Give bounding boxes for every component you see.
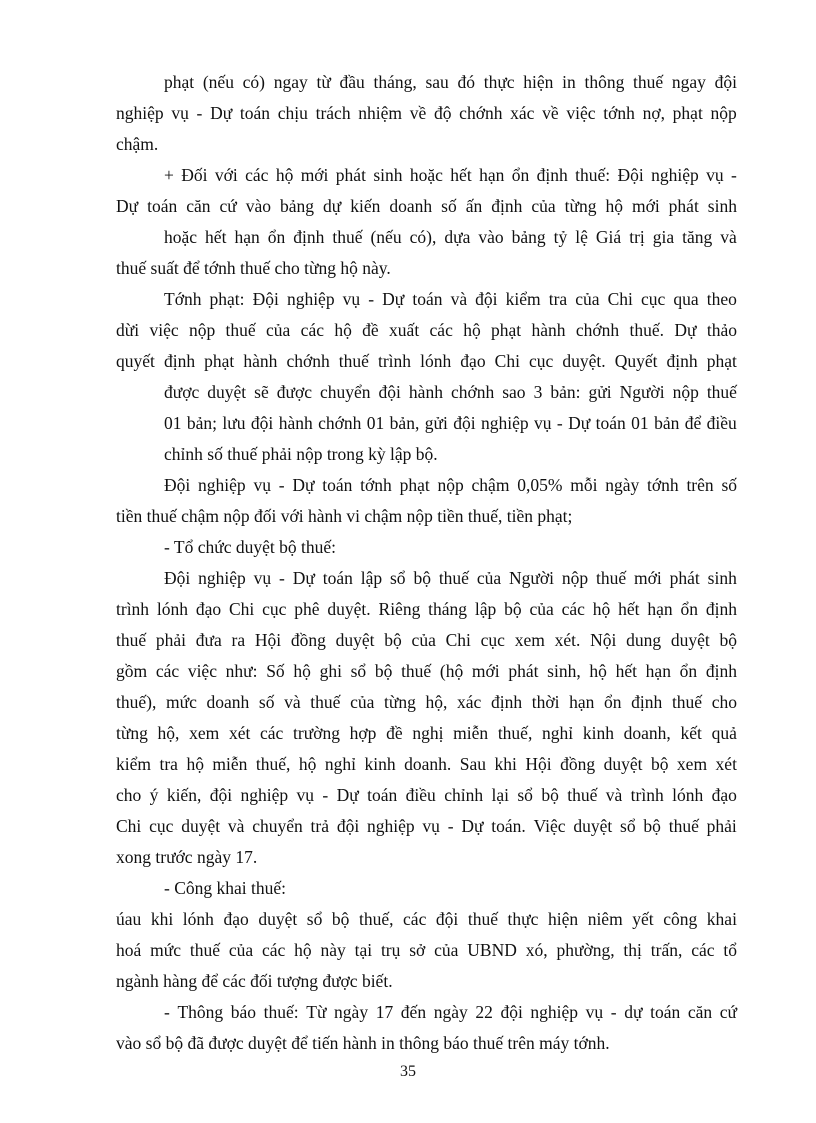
section-heading: - Công khai thuế:: [164, 878, 286, 898]
text-line: Đội nghiệp vụ - Dự toán lập sổ bộ thuế của Người nộp thuế mới phát sinh: [164, 568, 737, 588]
text-line: Tớnh phạt: Đội nghiệp vụ - Dự toán và đội kiểm tra của Chi cục qua theo: [164, 289, 737, 309]
text-line: gồm các việc như: Số hộ ghi sổ bộ thuế (hộ mới phát sinh, hộ hết hạn ổn định: [116, 661, 737, 681]
text-line: phạt (nếu có) ngay từ đầu tháng, sau đó thực hiện in thông thuế ngay đội: [164, 72, 737, 92]
text-line: úau khi lónh đạo duyệt sổ bộ thuế, các đội thuế thực hiện niêm yết công khai: [116, 909, 737, 929]
text-line: hoá mức thuế của các hộ này tại trụ sở của UBND xó, phường, thị trấn, các tổ: [116, 940, 737, 960]
text-line: thuế phải đưa ra Hội đồng duyệt bộ của Chi cục xem xét. Nội dung duyệt bộ: [116, 630, 737, 650]
text-line: từng hộ, xem xét các trường hợp đề nghị miễn thuế, nghỉ kinh doanh, kết quả: [116, 723, 737, 743]
text-line: - Thông báo thuế: Từ ngày 17 đến ngày 22 đội nghiệp vụ - dự toán căn cứ: [164, 1002, 737, 1022]
text-line: hoặc hết hạn ổn định thuế (nếu có), dựa vào bảng tỷ lệ Giá trị gia tăng và: [164, 227, 737, 247]
text-line: được duyệt sẽ được chuyển đội hành chớnh sao 3 bản: gửi Người nộp thuế: [164, 382, 737, 402]
page-number: 35: [400, 1063, 416, 1080]
text-line: Đội nghiệp vụ - Dự toán tớnh phạt nộp chậm 0,05% mỗi ngày tớnh trên số: [164, 475, 737, 495]
text-line: chậm.: [116, 134, 159, 154]
text-line: kiểm tra hộ miễn thuế, hộ nghỉ kinh doanh. Sau khi Hội đồng duyệt bộ xem xét: [116, 754, 737, 774]
text-line: trình lónh đạo Chi cục phê duyệt. Riêng tháng lập bộ của các hộ hết hạn ổn định: [116, 599, 737, 619]
text-line: thuế), mức doanh số và thuế của từng hộ, xác định thời hạn ổn định thuế cho: [116, 692, 737, 712]
text-line: + Đối với các hộ mới phát sinh hoặc hết hạn ổn định thuế: Đội nghiệp vụ -: [164, 165, 737, 185]
text-line: vào sổ bộ đã được duyệt để tiến hành in thông báo thuế trên máy tớnh.: [116, 1033, 610, 1053]
text-line: Chi cục duyệt và chuyển trả đội nghiệp vụ - Dự toán. Việc duyệt sổ bộ thuế phải: [116, 816, 737, 836]
section-heading: - Tổ chức duyệt bộ thuế:: [164, 537, 336, 557]
text-line: 01 bản; lưu đội hành chớnh 01 bản, gửi đội nghiệp vụ - Dự toán 01 bản để điều: [164, 413, 737, 433]
text-line: cho ý kiến, đội nghiệp vụ - Dự toán điều chỉnh lại sổ bộ thuế và trình lónh đạo: [116, 785, 737, 805]
text-line: thuế suất để tớnh thuế cho từng hộ này.: [116, 258, 391, 278]
text-line: xong trước ngày 17.: [116, 847, 258, 867]
text-line: quyết định phạt hành chớnh thuế trình lónh đạo Chi cục duyệt. Quyết định phạt: [116, 351, 737, 371]
text-line: tiền thuế chậm nộp đối với hành vi chậm nộp tiền thuế, tiền phạt;: [116, 506, 573, 526]
text-line: Dự toán căn cứ vào bảng dự kiến doanh số ấn định của từng hộ mới phát sinh: [116, 196, 737, 216]
text-line: dừi việc nộp thuế của các hộ đề xuất các hộ phạt hành chớnh thuế. Dự thảo: [116, 320, 737, 340]
text-line: chỉnh số thuế phải nộp trong kỳ lập bộ.: [164, 444, 438, 464]
text-line: nghiệp vụ - Dự toán chịu trách nhiệm về độ chớnh xác về việc tớnh nợ, phạt nộp: [116, 103, 737, 123]
text-line: ngành hàng để các đối tượng được biết.: [116, 971, 393, 991]
